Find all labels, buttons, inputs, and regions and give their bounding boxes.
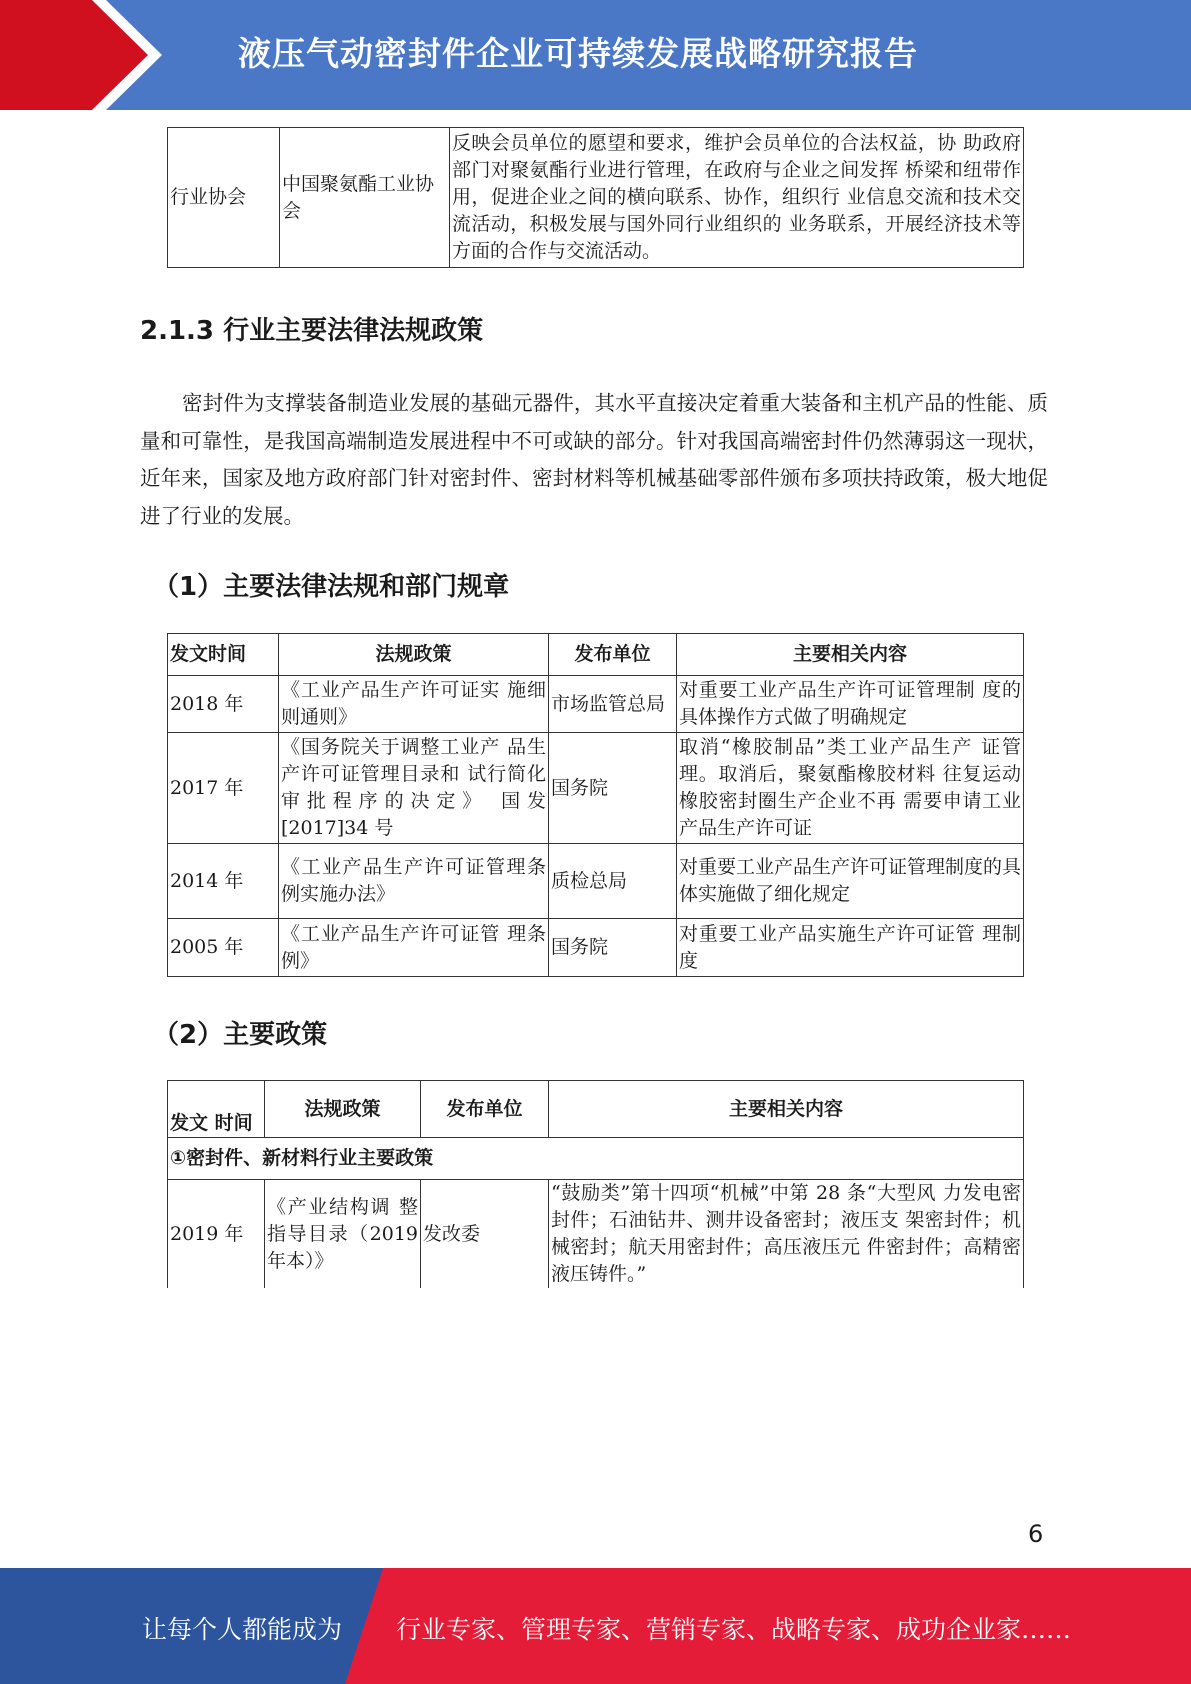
column-header: 主要相关内容 — [677, 634, 1024, 676]
table-cell: 对重要工业产品实施生产许可证管 理制度 — [677, 919, 1024, 977]
table-cell: 2018 年 — [168, 676, 279, 733]
table-cell: 国务院 — [549, 733, 677, 844]
table-cell: 2017 年 — [168, 733, 279, 844]
policies-heading: （2）主要政策 — [153, 1020, 328, 1050]
table-row — [168, 676, 1024, 733]
page-footer — [0, 1568, 1191, 1684]
table-cell: 《工业产品生产许可证管 理条例》 — [279, 919, 549, 977]
table-cell: 对重要工业产品生产许可证管理制度的具体实施做了细化规定 — [677, 844, 1024, 919]
policies-table — [167, 1080, 1024, 1288]
laws-table — [167, 633, 1024, 977]
column-header: 发文时间 — [168, 634, 279, 676]
column-header: 法规政策 — [265, 1081, 421, 1138]
report-title: 液压气动密封件企业可持续发展战略研究报告 — [238, 34, 918, 73]
column-header: 发布单位 — [549, 634, 677, 676]
table-cell: 中国聚氨酯工业协会 — [280, 128, 450, 268]
table-row — [168, 844, 1024, 919]
column-header: 主要相关内容 — [549, 1081, 1024, 1138]
body-paragraph: 密封件为支撑装备制造业发展的基础元器件，其水平直接决定着重大装备和主机产品的性能、质量和可靠性，是我国高端制造发展进程中不可或缺的部分。针对我国高端密封件仍然薄弱这一现状，近年来，国家及地方政府部门针对密封件、密封材料等机械基础零部件颁布多项扶持政策，极大地促进了行业的发展。 — [140, 391, 1048, 528]
table-cell: 市场监管总局 — [549, 676, 677, 733]
table-cell: 《工业产品生产许可证实 施细则通则》 — [279, 676, 549, 733]
table-cell: 行业协会 — [168, 128, 280, 268]
table-cell: 《产业结构调 整指导目录（2019 年本）》 — [265, 1180, 421, 1289]
table-row — [168, 919, 1024, 977]
section-heading: 2.1.3 行业主要法律法规政策 — [140, 316, 484, 346]
table-cell: 反映会员单位的愿望和要求，维护会员单位的合法权益，协 助政府部门对聚氨酯行业进行管理，在政府与企业之间发挥 桥梁和纽带作用，促进企业之间的横向联系、协作，组织行 业信息交流和技术交流活动，积极发展与国外同行业组织的 业务联系，开展经济技术等方面的合作与交流活动。 — [450, 128, 1024, 268]
table-cell: 对重要工业产品生产许可证管理制 度的具体操作方式做了明确规定 — [677, 676, 1024, 733]
group-label: ①密封件、新材料行业主要政策 — [168, 1138, 1024, 1180]
table-row — [168, 128, 1024, 268]
table-cell: 《国务院关于调整工业产 品生产许可证管理目录和 试行简化审批程序的决定》 国发[2017]34 号 — [279, 733, 549, 844]
footer-slogan-left: 让每个人都能成为 — [142, 1615, 343, 1644]
page-header — [0, 0, 1191, 110]
table-header-row — [168, 1081, 1024, 1138]
column-header: 法规政策 — [279, 634, 549, 676]
column-header: 发布单位 — [421, 1081, 549, 1138]
table-row — [168, 1180, 1024, 1289]
table-cell: 2014 年 — [168, 844, 279, 919]
table-cell: 国务院 — [549, 919, 677, 977]
table-cell: 取消“橡胶制品”类工业产品生产 证管理。取消后，聚氨酯橡胶材料 往复运动橡胶密封圈生产企业不再 需要申请工业产品生产许可证 — [677, 733, 1024, 844]
page-number: 6 — [1028, 1520, 1044, 1548]
footer-slogan-right: 行业专家、管理专家、营销专家、战略专家、成功企业家…… — [396, 1615, 1072, 1644]
table-row — [168, 733, 1024, 844]
table-cell: 《工业产品生产许可证管理条例实施办法》 — [279, 844, 549, 919]
table-header-row — [168, 634, 1024, 676]
table-cell: 发改委 — [421, 1180, 549, 1289]
table-cell: “鼓励类”第十四项“机械”中第 28 条“大型风 力发电密封件；石油钻井、测井设备密封；液压支 架密封件；机械密封；航天用密封件；高压液压元 件密封件；高精密液压铸件。” — [549, 1180, 1024, 1289]
table-cell: 2019 年 — [168, 1180, 265, 1289]
table-cell: 质检总局 — [549, 844, 677, 919]
laws-heading: （1）主要法律法规和部门规章 — [153, 572, 510, 602]
table-cell: 2005 年 — [168, 919, 279, 977]
table-group-row — [168, 1138, 1024, 1180]
association-table — [167, 127, 1024, 268]
column-header: 发文 时间 — [168, 1081, 265, 1138]
